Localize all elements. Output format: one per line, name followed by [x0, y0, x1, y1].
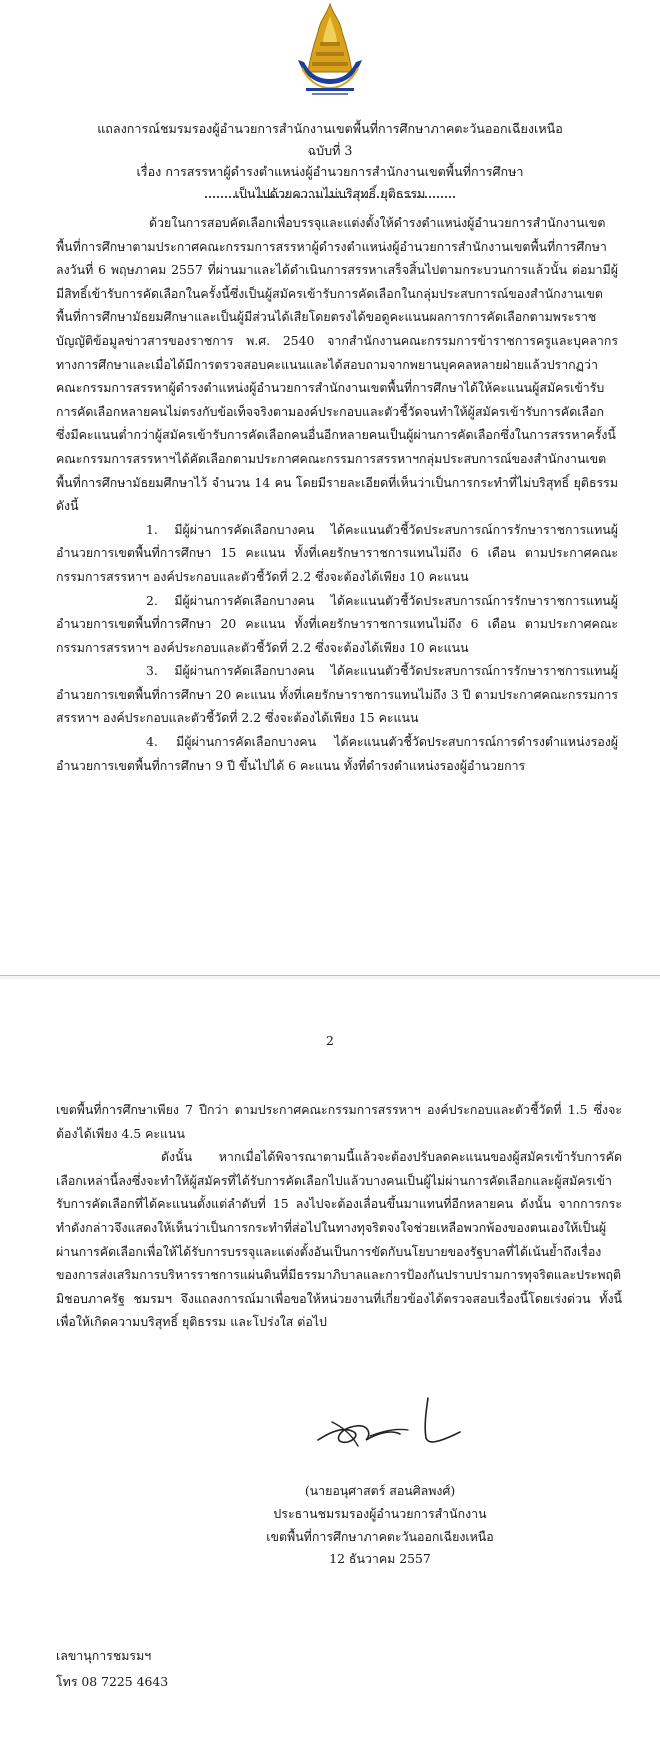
- signer-position: ประธานชมรมรองผู้อำนวยการสำนักงาน: [273, 1505, 487, 1521]
- letter-header: [40, 118, 620, 204]
- signer-name: (นายอนุศาสตร์ สอนศิลพงศ์): [304, 1483, 456, 1498]
- letter-heading: แถลงการณ์ชมรมรองผู้อำนวยการสำนักงานเขตพื้นที่การศึกษาภาคตะวันออกเฉียงเหนือ: [97, 121, 563, 136]
- signer-position-continued: เขตพื้นที่การศึกษาภาคตะวันออกเฉียงเหนือ: [266, 1528, 494, 1544]
- dotted-divider: [205, 196, 455, 198]
- subject-line: เรื่อง การสรรหาผู้ดำรงตำแหน่งผู้อำนวยการสำนักงานเขตพื้นที่การศึกษา: [136, 164, 524, 179]
- finding-item-2: 2. มีผู้ผ่านการคัดเลือกบางคน ได้คะแนนตัวชี้วัดประสบการณ์การรักษาราชการแทนผู้อำนวยการเขตพื้นที่การศึกษา 20 คะแนน ทั้งที่เคยรักษาราชการแทนไม่ถึง 6 เดือน ตามประกาศคณะกรรมการสรรหาฯ องค์ประกอบและตัวชี้วัดที่ 2.2 ซึ่งจะต้องได้เพียง 10 คะแนน: [56, 592, 618, 655]
- contact-role: เลขานุการชมรมฯ: [56, 1648, 152, 1663]
- page-two: [0, 978, 660, 1742]
- finding-item-4: 4. มีผู้ผ่านการคัดเลือกบางคน ได้คะแนนตัวชี้วัดประสบการณ์การดำรงตำแหน่งรองผู้อำนวยการเขตพื้นที่การศึกษา 9 ปี ขึ้นไปได้ 6 คะแนน ทั้งที่ดำรงตำแหน่งรองผู้อำนวยการ: [56, 734, 618, 773]
- issue-number: ฉบับที่ 3: [307, 142, 353, 158]
- finding-item-1: 1. มีผู้ผ่านการคัดเลือกบางคน ได้คะแนนตัวชี้วัดประสบการณ์การรักษาราชการแทนผู้อำนวยการเขตพื้นที่การศึกษา 15 คะแนน ทั้งที่เคยรักษาราชการแทนไม่ถึง 6 เดือน ตามประกาศคณะกรรมการสรรหาฯ องค์ประกอบและตัวชี้วัดที่ 2.2 ซึ่งจะต้องได้เพียง 10 คะแนน: [56, 521, 618, 584]
- finding-item-3: 3. มีผู้ผ่านการคัดเลือกบางคน ได้คะแนนตัวชี้วัดประสบการณ์การรักษาราชการแทนผู้อำนวยการเขตพื้นที่การศึกษา 20 คะแนน ทั้งที่เคยรักษาราชการแทนไม่ถึง 3 ปี ตามประกาศคณะกรรมการสรรหาฯ องค์ประกอบและตัวชี้วัดที่ 2.2 ซึ่งจะต้องได้เพียง 15 คะแนน: [56, 663, 618, 726]
- contact-phone: โทร 08 7225 4643: [56, 1674, 169, 1689]
- handwritten-signature: [310, 1392, 480, 1454]
- intro-paragraph: ด้วยในการสอบคัดเลือกเพื่อบรรจุและแต่งตั้งให้ดำรงตำแหน่งผู้อำนวยการสำนักงานเขตพื้นที่การศึกษาตามประกาศคณะกรรมการสรรหาผู้ดำรงตำแหน่งผู้อำนวยการสำนักงานเขตพื้นที่การศึกษา ลงวันที่ 6 พฤษภาคม 2557 ที่ผ่านมาและได้ดำเนินการสรรหาเสร็จสิ้นไปตามกระบวนการแล้วนั้น ต่อมามีผู้มีสิทธิ์เข้ารับการคัดเลือกในครั้งนี้ซึ่งเป็นผู้สมัครเข้ารับการคัดเลือกในกลุ่มประสบการณ์ของสำนักงานเขตพื้นที่การศึกษามัธยมศึกษาและเป็นผู้มีส่วนได้เสียโดยตรงได้ขอดูคะแนนผลการการคัดเลือกตามพระราชบัญญัติข้อมูลข่าวสารของราชการ พ.ศ. 2540 จากสำนักงานคณะกรรมการข้าราชการครูและบุคลากรทางการศึกษาและเมื่อได้มีการตรวจสอบคะแนนและได้สอบถามจากพยานบุคคลหลายฝ่ายแล้วปรากฏว่าคณะกรรมการสรรหาผู้ดำรงตำแหน่งผู้อำนวยการสำนักงานเขตพื้นที่การศึกษาได้ให้คะแนนผู้สมัครเข้ารับการคัดเลือกหลายคนไม่ตรงกับข้อเท็จจริงตามองค์ประกอบและตัวชี้วัดจนทำให้ผู้สมัครเข้ารับการคัดเลือกซึ่งมีคะแนนต่ำกว่าผู้สมัครเข้ารับการคัดเลือกคนอื่นอีกหลายคนเป็นผู้ผ่านการคัดเลือกซึ่งในการสรรหาครั้งนี้คณะกรรมการสรรหาฯได้คัดเลือกตามประกาศคณะกรรมการสรรหาฯกลุ่มประสบการณ์ของสำนักงานเขตพื้นที่การศึกษามัธยมศึกษาไว้ จำนวน 14 คน โดยมีรายละเอียดที่เห็นว่าเป็นการกระทำที่ไม่บริสุทธิ์ ยุติธรรม ดังนี้: [56, 215, 618, 514]
- letter-body-continued: [56, 1098, 622, 1334]
- contact-block: [56, 1643, 168, 1695]
- subject-line-continued: เป็นไปด้วยความไม่บริสุทธิ์ ยุติธรรม: [234, 185, 426, 201]
- association-emblem-icon: [290, 2, 370, 100]
- letter-date: 12 ธันวาคม 2557: [329, 1551, 431, 1567]
- findings-list: [56, 518, 618, 778]
- conclusion-paragraph: ดังนั้น หากเมื่อได้พิจารณาตามนี้แล้วจะต้องปรับลดคะแนนของผู้สมัครเข้ารับการคัดเลือกเหล่านี้ลงซึ่งจะทำให้ผู้สมัครที่ได้รับการคัดเลือกไปแล้วบางคนเป็นผู้ไม่ผ่านการคัดเลือกและผู้สมัครเข้ารับการคัดเลือกที่ได้คะแนนตั้งแต่ลำดับที่ 15 ลงไปจะต้องเลื่อนขึ้นมาแทนที่อีกหลายคน ดังนั้น จากการกระทำดังกล่าวจึงแสดงให้เห็นว่าเป็นการกระทำที่ส่อไปในทางทุจริตจงใจช่วยเหลือพวกพ้องของตนเองให้เป็นผู้ผ่านการคัดเลือกเพื่อให้ได้รับการบรรจุและแต่งตั้งอันเป็นการขัดกับนโยบายของรัฐบาลที่ได้เน้นย้ำถึงเรื่องของการส่งเสริมการบริหารราชการแผ่นดินที่มีธรรมาภิบาลและการป้องกันปราบปรามการทุจริตและประพฤติมิชอบภาครัฐ ชมรมฯ จึงแถลงการณ์มาเพื่อขอให้หน่วยงานที่เกี่ยวข้องได้ตรวจสอบเรื่องนี้โดยเร่งด่วน ทั้งนี้ เพื่อให้เกิดความบริสุทธิ์ ยุติธรรม และโปร่งใส ต่อไป: [56, 1149, 622, 1330]
- signature-block: [190, 1480, 570, 1571]
- page-number: 2: [326, 1033, 334, 1048]
- letter-body: [56, 211, 618, 777]
- continuation-paragraph: เขตพื้นที่การศึกษาเพียง 7 ปีกว่า ตามประกาศคณะกรรมการสรรหาฯ องค์ประกอบและตัวชี้วัดที่ 1.5 ซึ่งจะต้องได้เพียง 4.5 คะแนน: [56, 1102, 622, 1141]
